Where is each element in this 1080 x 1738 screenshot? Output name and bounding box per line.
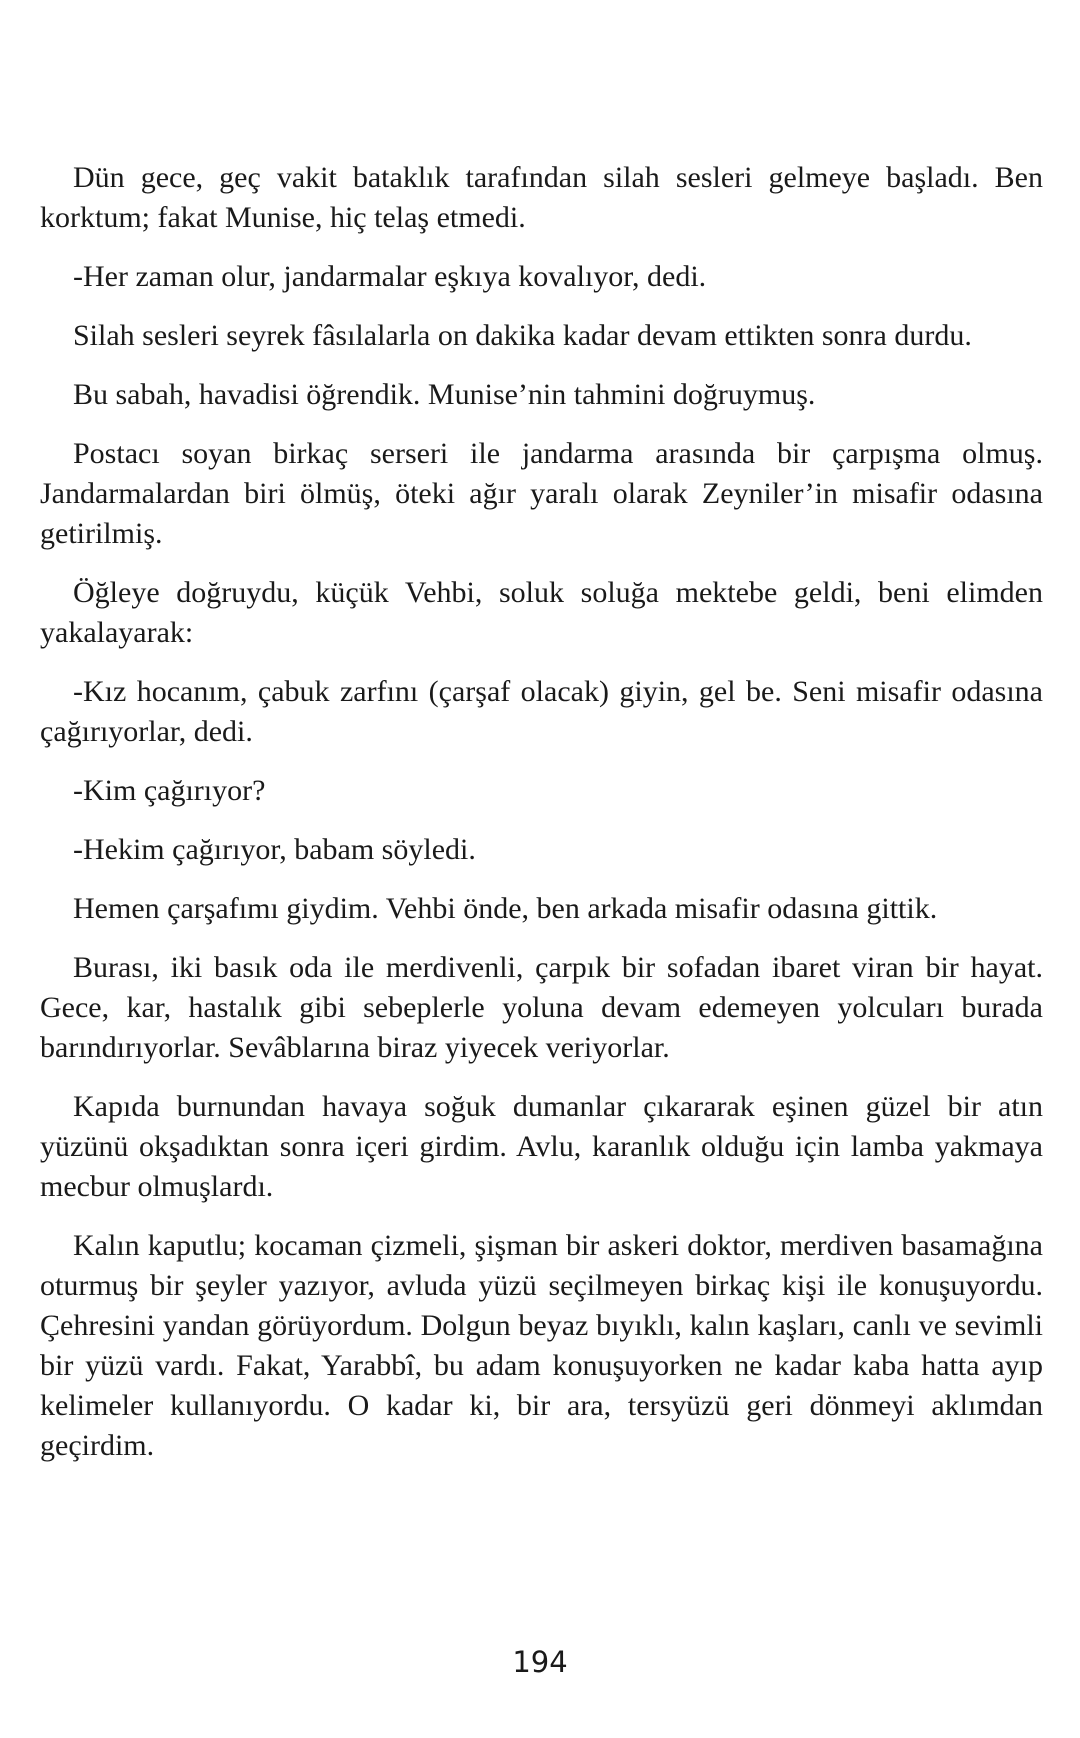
paragraph: Postacı soyan birkaç serseri ile jandarma arasında bir çarpışma olmuş. Jandarmalardan biri ölmüş, öteki ağır yaralı olarak Zeyniler’in misafir odasına getirilmiş. bbox=[40, 437, 1043, 550]
paragraph: -Kim çağırıyor? bbox=[73, 774, 266, 807]
paragraph: Kapıda burnundan havaya soğuk dumanlar çıkararak eşinen güzel bir atın yüzünü okşadıktan sonra içeri girdim. Avlu, karanlık olduğu için lamba yakmaya mecbur olmuşlardı. bbox=[40, 1090, 1043, 1203]
paragraph: Kalın kaputlu; kocaman çizmeli, şişman bir askeri doktor, merdiven basamağına oturmuş bir şeyler yazıyor, avluda yüzü seçilmeyen birkaç kişi ile konuşuyordu. Çehresini yandan görüyordum. Dolgun beyaz bıyıklı, kalın kaşları, canlı ve sevimli bir yüzü vardı. Fakat, Yarabbî, bu adam konuşuyorken ne kadar kaba hatta ayıp kelimeler kullanıyordu. O kadar ki, bir ara, tersyüzü geri dönmeyi aklımdan geçirdim. bbox=[40, 1229, 1043, 1462]
paragraph: Hemen çarşafımı giydim. Vehbi önde, ben arkada misafir odasına gittik. bbox=[73, 892, 938, 925]
paragraph: Dün gece, geç vakit bataklık tarafından silah sesleri gelmeye başladı. Ben korktum; fakat Munise, hiç telaş etmedi. bbox=[40, 161, 1043, 234]
paragraph: -Her zaman olur, jandarmalar eşkıya kovalıyor, dedi. bbox=[73, 260, 707, 293]
page-number: 194 bbox=[512, 1645, 568, 1679]
paragraph: -Kız hocanım, çabuk zarfını (çarşaf olacak) giyin, gel be. Seni misafir odasına çağırıyorlar, dedi. bbox=[40, 675, 1043, 748]
paragraph: Burası, iki basık oda ile merdivenli, çarpık bir sofadan ibaret viran bir hayat. Gece, kar, hastalık gibi sebeplerle yoluna devam edemeyen yolcuları burada barındırıyorlar. Sevâblarına biraz yiyecek veriyorlar. bbox=[40, 951, 1043, 1064]
paragraph: Bu sabah, havadisi öğrendik. Munise’nin tahmini doğruymuş. bbox=[73, 378, 816, 411]
paragraph: -Hekim çağırıyor, babam söyledi. bbox=[73, 833, 476, 866]
paragraph: Silah sesleri seyrek fâsılalarla on dakika kadar devam ettikten sonra durdu. bbox=[73, 319, 972, 352]
page-body-text bbox=[40, 158, 1043, 1485]
paragraph: Öğleye doğruydu, küçük Vehbi, soluk soluğa mektebe geldi, beni elimden yakalayarak: bbox=[40, 576, 1043, 649]
